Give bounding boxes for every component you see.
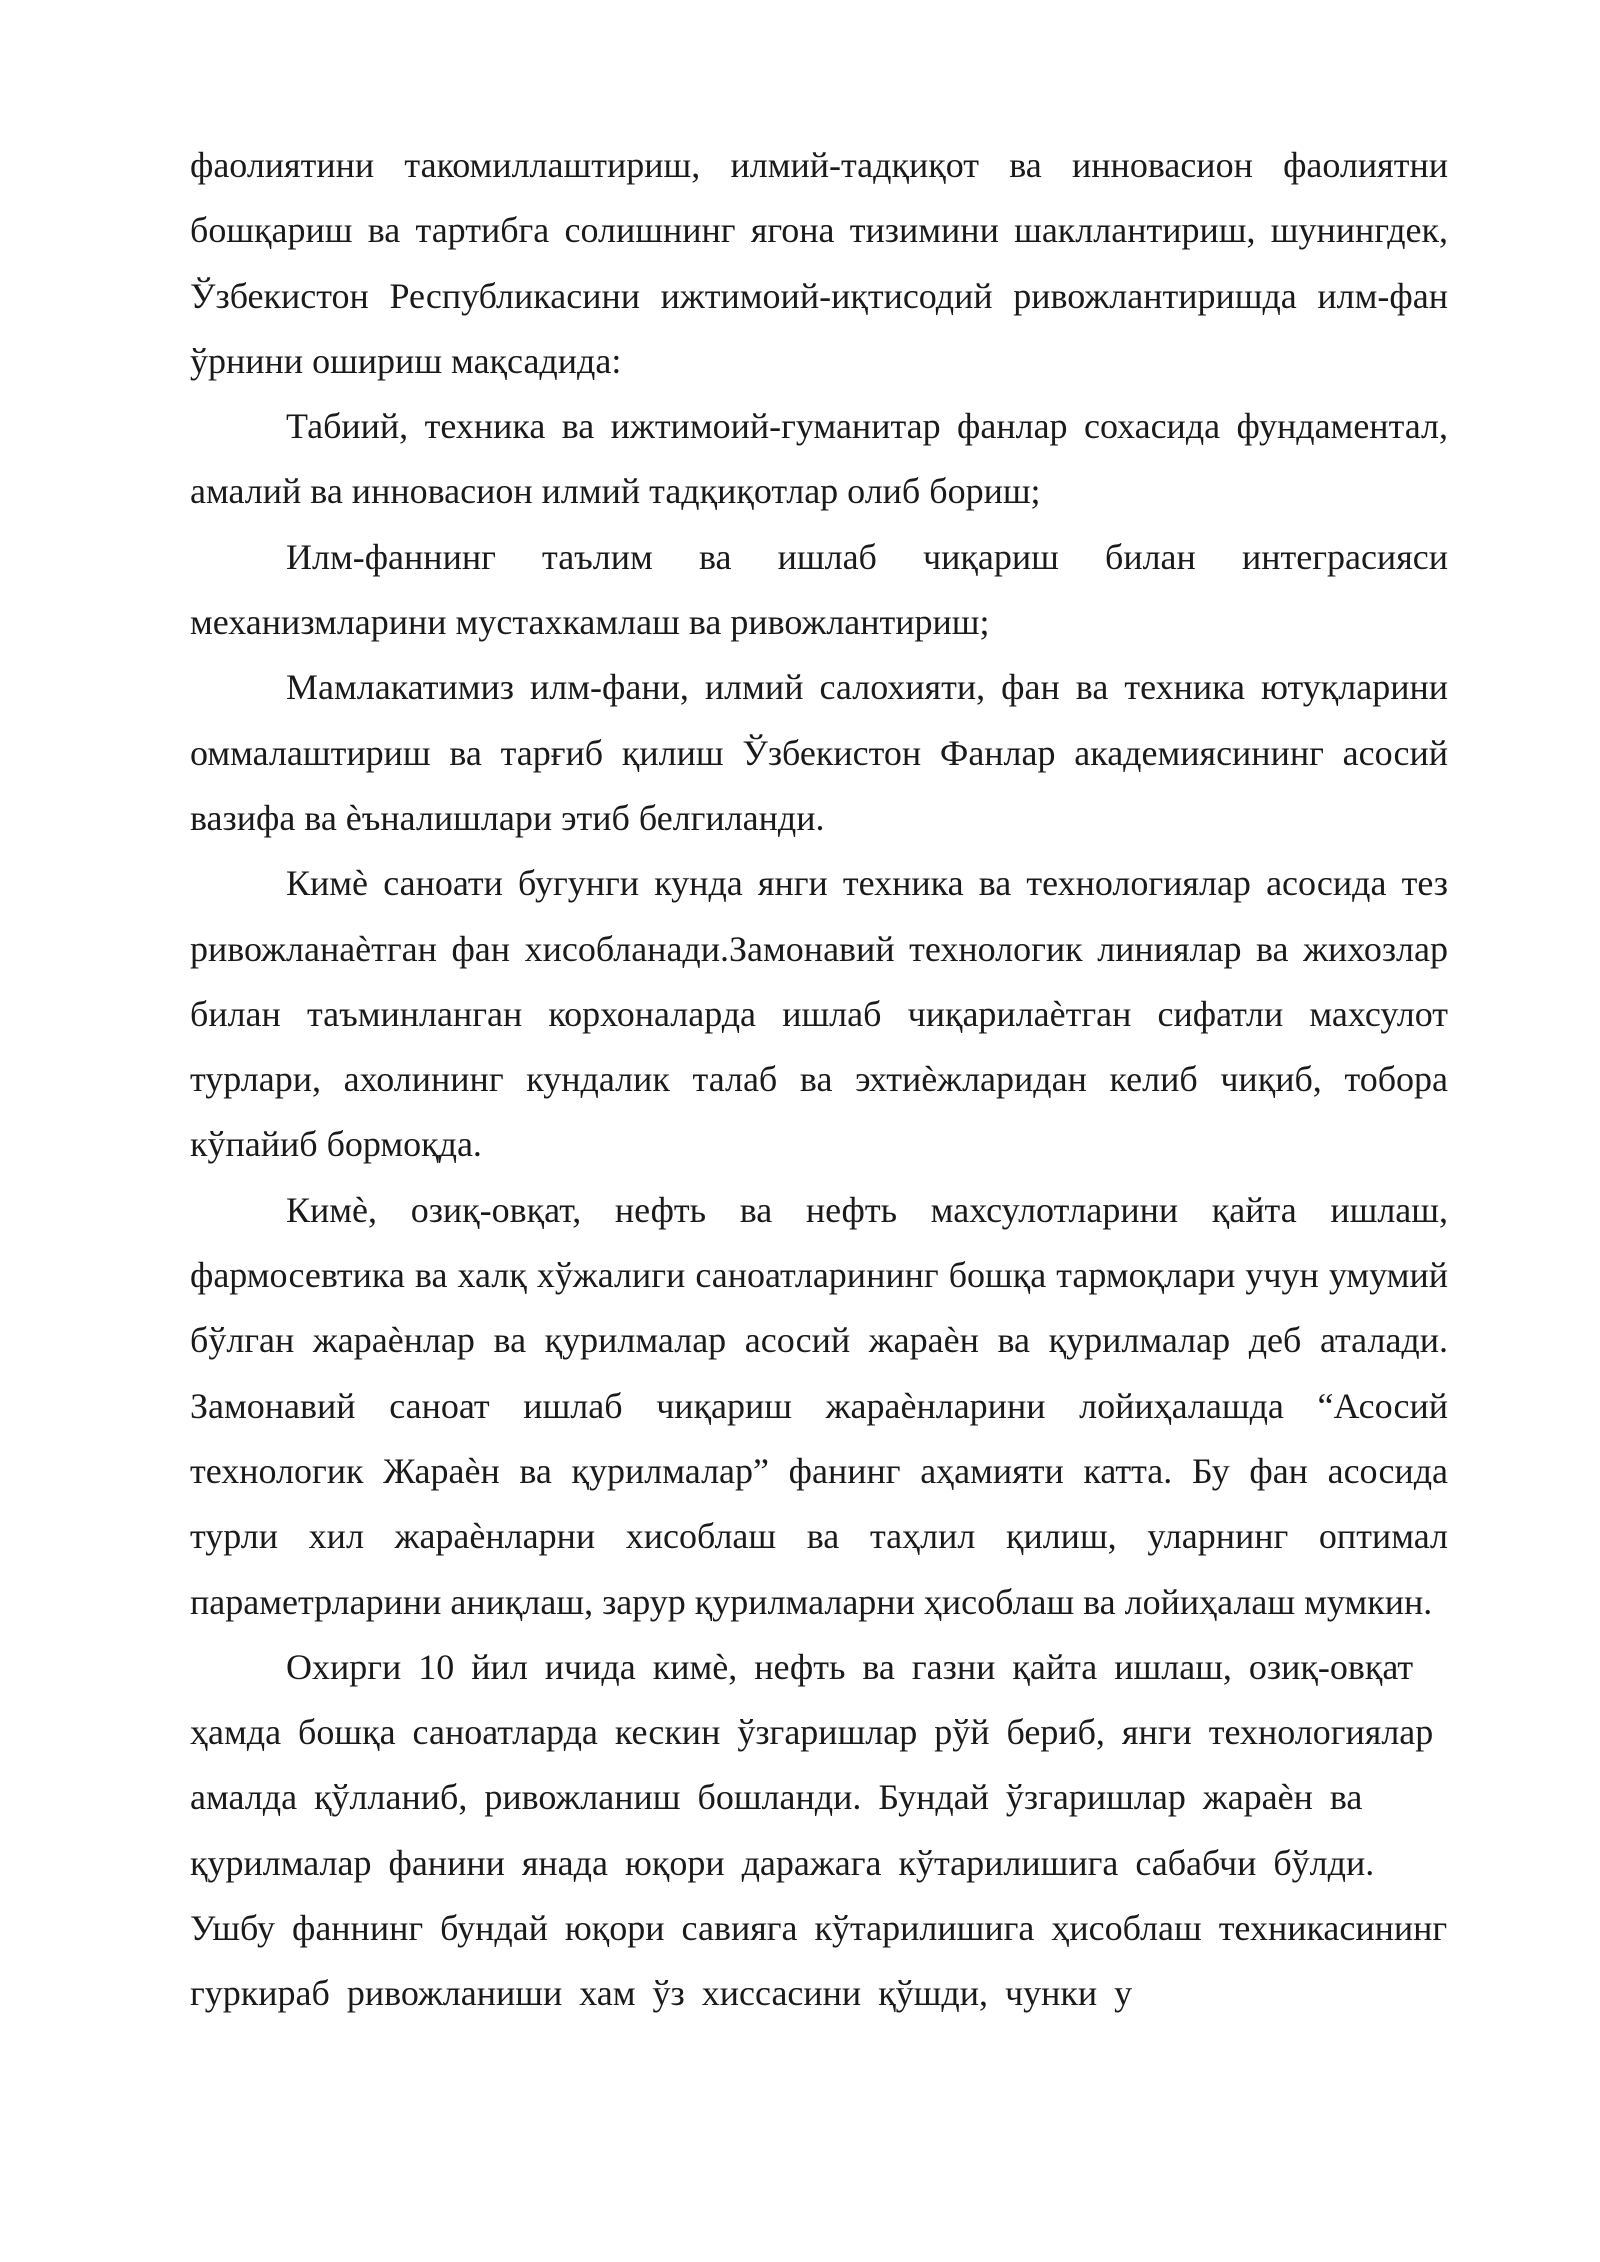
paragraph-continuation: фаолиятини такомиллаштириш, илмий-тадқиқот ва инновасион фаолиятни бошқариш ва тартибга солишнинг ягона тизимини шакллантириш, шунингдек, Ўзбекистон Республикасини ижтимоий-иқтисодий ривожлантиришда илм-фан ўрнини ошириш мақсадида: xyxy=(190,145,1448,381)
paragraph-recent-changes: Охирги 10 йил ичида кимѐ, нефть ва газни қайта ишлаш, озиқ-овқат ҳамда бошқа саноатларда кескин ўзгаришлар рўй бериб, янги технологиялар амалда қўлланиб, ривожланиш бошланди. Бундай ўзгаришлар жараѐн ва қурилмалар фанини янада юқори даражага кўтарилишига сабабчи бўлди. Ушбу фаннинг бундай юқори савияга кўтарилишига ҳисоблаш техникасининг гуркираб ривожланиши хам ўз хиссасини қўшди, чунки у xyxy=(190,1646,1448,2014)
document-body xyxy=(190,133,1448,2027)
paragraph-natural-sciences: Табиий, техника ва ижтимоий-гуманитар фанлар сохасида фундаментал, амалий ва инновасион илмий тадқиқотлар олиб бориш; xyxy=(190,406,1448,512)
paragraph-chemical-industry: Кимѐ саноати бугунги кунда янги техника ва технологиялар асосида тез ривожланаѐтган фан хисобланади.Замонавий технологик линиялар ва жихозлар билан таъминланган корхоналарда ишлаб чиқарилаѐтган сифатли махсулот турлари, ахолининг кундалик талаб ва эхтиѐжларидан келиб чиқиб, тобора кўпайиб бормоқда. xyxy=(190,863,1448,1165)
paragraph-integration: Илм-фаннинг таълим ва ишлаб чиқариш билан интеграсияси механизмларини мустахкамлаш ва ривожлантириш; xyxy=(190,536,1448,643)
paragraph-basic-processes: Кимѐ, озиқ-овқат, нефть ва нефть махсулотларини қайта ишлаш, фармосевтика ва халқ хўжалиги саноатларининг бошқа тармоқлари учун умумий бўлган жараѐнлар ва қурилмалар асосий жараѐн ва қурилмалар деб аталади. Замонавий саноат ишлаб чиқариш жараѐнларини лойиҳалашда “Асосий технологик Жараѐн ва қурилмалар” фанинг аҳамияти катта. Бу фан асосида турли хил жараѐнларни хисоблаш ва таҳлил қилиш, уларнинг оптимал параметрларини аниқлаш, зарур қурилмаларни ҳисоблаш ва лойиҳалаш мумкин. xyxy=(190,1189,1448,1622)
paragraph-popularization: Мамлакатимиз илм-фани, илмий салохияти, фан ва техника ютуқларини оммалаштириш ва тарғиб қилиш Ўзбекистон Фанлар академиясининг асосий вазифа ва ѐъналишлари этиб белгиланди. xyxy=(190,667,1448,838)
